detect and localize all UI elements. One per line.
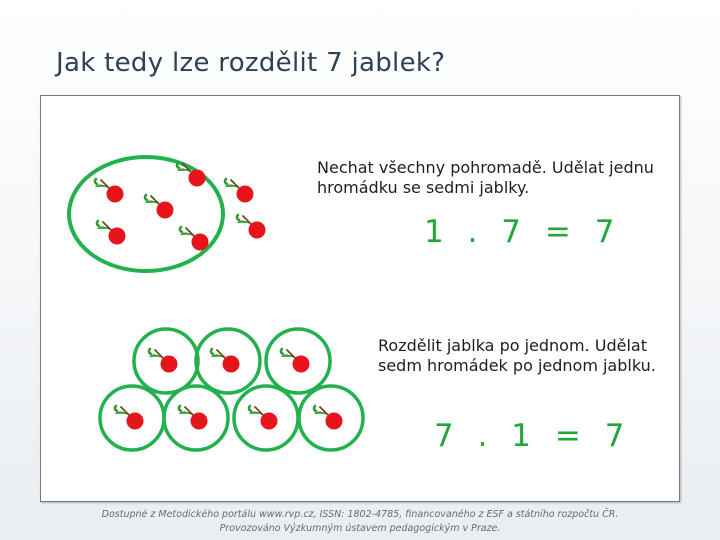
- apple-icon: [314, 406, 343, 430]
- page-title: Jak tedy lze rozdělit 7 jablek?: [56, 48, 446, 78]
- apple-icon: [145, 195, 174, 219]
- apple-icon: [225, 179, 254, 203]
- content-panel: [40, 95, 680, 502]
- apple-icon: [237, 215, 266, 239]
- apple-icon: [149, 349, 178, 373]
- apple-icon: [97, 221, 126, 245]
- apple-icon: [249, 406, 278, 430]
- apple-icon: [115, 406, 144, 430]
- option-one-equation: 1 . 7 = 7: [424, 214, 622, 250]
- apple-icon: [180, 227, 209, 251]
- footer-line-1: Dostupné z Metodického portálu www.rvp.cz, ISSN: 1802-4785, financovaného z ESF a státního rozpočtu ČR.: [101, 509, 619, 520]
- apple-icon: [281, 349, 310, 373]
- apple-icon: [211, 349, 240, 373]
- apple-icon: [95, 179, 124, 203]
- option-one-text: Nechat všechny pohromadě. Udělat jednu hromádku se sedmi jablky.: [317, 158, 654, 197]
- footer-line-2: Provozováno Výzkumným ústavem pedagogickým v Praze.: [219, 523, 501, 534]
- option-two-equation: 7 . 1 = 7: [434, 418, 632, 454]
- apple-icon: [179, 406, 208, 430]
- option-two-text: Rozdělit jablka po jednom. Udělat sedm hromádek po jednom jablku.: [378, 336, 656, 375]
- footer: [60, 508, 660, 536]
